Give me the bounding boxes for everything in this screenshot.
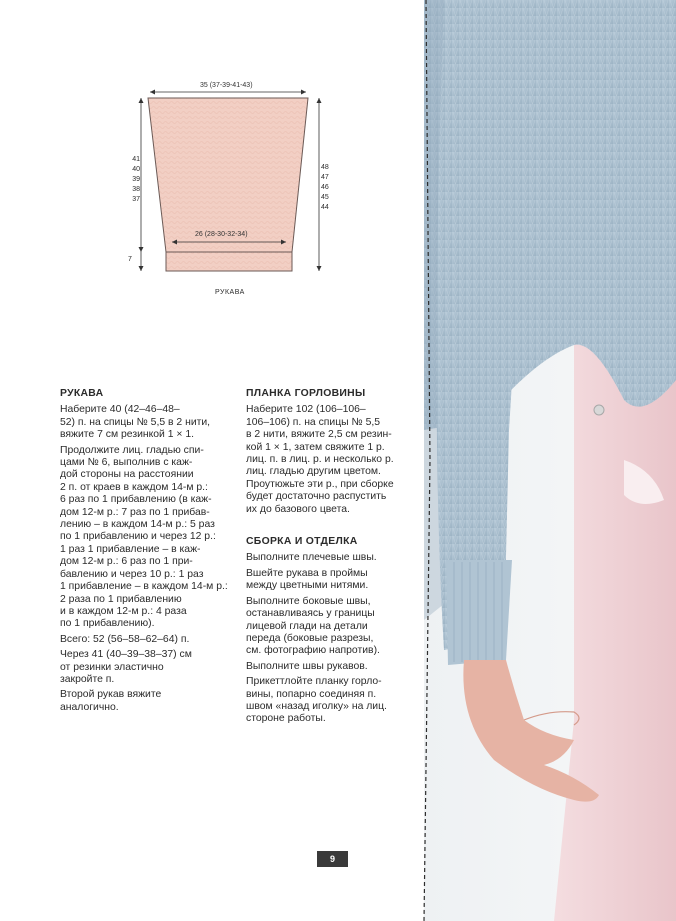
- width-middle-label: 26 (28-30-32-34): [195, 231, 248, 238]
- right-measure: 47: [321, 174, 329, 181]
- left-measure: 38: [132, 186, 140, 193]
- right-measure: 44: [321, 204, 329, 211]
- sleeves-paragraph: Всего: 52 (56–58–62–64) п.: [60, 633, 190, 645]
- right-measure: 45: [321, 194, 329, 201]
- right-measure: 48: [321, 164, 329, 171]
- sleeves-section: [60, 388, 230, 717]
- right-measures: [321, 163, 335, 213]
- neckband-title: ПЛАНКА ГОРЛОВИНЫ: [246, 388, 366, 399]
- sleeves-title: РУКАВА: [60, 388, 104, 399]
- photo-illustration: [424, 0, 676, 921]
- assembly-paragraph: Прикеттлойте планку горло- вины, попарно соединяя п. швом «назад иголку» на лиц. стороне работы.: [246, 676, 387, 725]
- left-measure: 41: [132, 156, 140, 163]
- assembly-paragraph: Выполните боковые швы, останавливаясь у границы лицевой глади на детали переда (боковые разрезы, см. фотографию напротив).: [246, 595, 380, 657]
- sleeve-schematic: [110, 70, 350, 300]
- right-measure: 46: [321, 184, 329, 191]
- sleeves-paragraph: Второй рукав вяжите аналогично.: [60, 689, 162, 713]
- dashed-divider: [418, 0, 438, 921]
- left-measure: 39: [132, 176, 140, 183]
- middle-column: [246, 388, 416, 729]
- assembly-paragraph: Выполните швы рукавов.: [246, 660, 368, 672]
- sleeves-paragraph: Наберите 40 (42–46–48– 52) п. на спицы № 5,5 в 2 нити, вяжите 7 см резинкой 1 × 1.: [60, 404, 211, 441]
- assembly-section: [246, 536, 416, 726]
- left-measure: 40: [132, 166, 140, 173]
- sleeves-paragraph: Продолжите лиц. гладью спи- цами № 6, выполнив с каж- дой стороны на расстоянии 2 п. от краев в каждом 14-м р.: 6 раз по 1 прибавлению (в каж- дом 12-м р.: 7 раз по 1 прибав- лению – в каждом 14-м р.: 5 раз по 1 прибавлению и через 12 р.: 1 раз 1 прибавление – в каж- дом 12-м р.: 6 раз по 1 при- бавлению и через 10 р.: 1 раз 1 прибавление – в каждом 14-м р.: 2 раза по 1 прибавлению и в каждом 12-м р.: 4 раза по 1 прибавлению).: [60, 444, 228, 630]
- schematic-caption: РУКАВА: [215, 289, 245, 296]
- page-number: 9: [317, 851, 348, 867]
- width-top-label: 35 (37-39-41-43): [200, 82, 253, 89]
- assembly-paragraph: Выполните плечевые швы.: [246, 552, 377, 564]
- neckband-section: [246, 388, 416, 516]
- neckband-paragraph: Наберите 102 (106–106– 106–106) п. на спицы № 5,5 в 2 нити, вяжите 2,5 см резин- кой 1 × 1, затем свяжите 1 р. лиц. п. в лиц. р. и несколько р. лиц. гладью другим цветом. Проутюжьте эти р., при сборке будет достаточно распустить их до базового цвета.: [246, 404, 394, 515]
- sweater-photo: [424, 0, 676, 921]
- sleeves-paragraph: Через 41 (40–39–38–37) см от резинки эластично закройте п.: [60, 649, 192, 685]
- left-measure: 37: [132, 196, 140, 203]
- rib-height-label: 7: [128, 256, 132, 263]
- schematic-drawing: [110, 70, 350, 300]
- assembly-paragraph: Вшейте рукава в проймы между цветными нитями.: [246, 567, 369, 592]
- assembly-title: СБОРКА И ОТДЕЛКА: [246, 536, 358, 548]
- left-measures: [126, 155, 140, 205]
